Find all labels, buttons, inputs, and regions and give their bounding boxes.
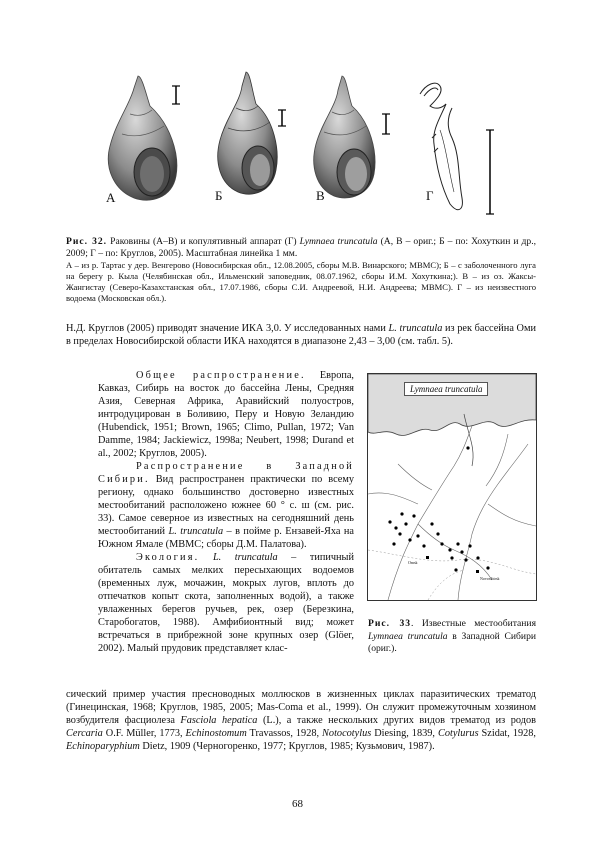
figure-33-label: Рис. 33 (368, 618, 412, 629)
text: – в пойме р. Ензавей-Яха на Южном Ямале (МВМС; сборы Д.М. Палатова). (98, 526, 354, 550)
bottom-paragraph (66, 688, 536, 753)
section-heading: Распространение в Западной Сибири. (98, 461, 354, 485)
map-city-omsk: Omsk (408, 560, 418, 565)
caption-text: . Известные местообитания (411, 618, 536, 629)
label-d: Г (426, 188, 434, 203)
map-drawing (368, 374, 536, 600)
section-heading: Экология. (136, 552, 200, 563)
figure-32-label: Рис. 32. (66, 236, 108, 247)
ecology-paragraph (98, 551, 354, 655)
distribution-map (367, 373, 537, 601)
genus-name: Notocotylus (322, 728, 372, 739)
caption-text: Раковины (А–В) и копулятивный аппарат (Г) (107, 236, 300, 247)
genus-name: Echinostomum (185, 728, 247, 739)
text: Travassos, 1928, (246, 728, 323, 739)
label-c: В (316, 188, 325, 203)
section-heading: Общее распространение. (136, 370, 306, 381)
species-name: Fasciola hepatica (180, 715, 258, 726)
caption-species: Lymnaea truncatula (368, 630, 448, 642)
map-city-novosibirsk: Novosibirsk (480, 576, 500, 581)
general-distribution-paragraph (98, 369, 354, 460)
label-b: Б (215, 188, 223, 203)
caption-text: в Западной Сибири (ориг.). (368, 630, 536, 654)
text: Европа, Кавказ, Сибирь на восток до бассейна Лены, Средняя Азия, Северная Африка, Аравийский полуостров, интродуцирован в Боливию, Перу и Новую Зеландию (Hubendick, 1951; Brown, 1965; Climo, Pullan, 1972; Van Damme, 1984; Jackiewicz, 1998a; Neubert, 1998; Durand et al., 2002; Круглов, 2005). (98, 370, 354, 459)
label-a: А (106, 190, 116, 205)
figure-32-caption-detail: А – из р. Тартас у дер. Венгерово (Новосибирская обл., 12.08.2005, сборы М.В. Винарского; МВМС); Б – с заболоченного луга на берегу р. Кыла (Челябинская обл., Ильменский заповедник, 08.07.1962, сборы И.М. Хохуткина;). В – из оз. Жаксы-Жангистау (Северо-Казахстанская обл., 17.07.1986, сборы С.И. Андреевой, Н.И. Андреева; МВМС). Г – из неизвестного водоема (Московская обл.). (66, 260, 536, 303)
shell-a (108, 76, 177, 200)
western-siberia-paragraph (98, 460, 354, 551)
figure-32 (80, 64, 520, 224)
text: сический пример участия пресноводных моллюсков в жизненных циклах паразитических трематод (Гинецинская, 1968; Круглов, 1985, 2005; Mas-Coma et al., 1999). Он служит промежуточным хозяином возбудителя фасциолеза (66, 689, 536, 726)
figure-32-caption (66, 236, 536, 304)
species-name: L. truncatula (388, 323, 443, 334)
genus-name: Cercaria (66, 728, 103, 739)
text: (L.), а также нескольких других видов трематод из родов (257, 715, 536, 726)
species-name: L. truncatula (199, 552, 278, 563)
text: Diesing, 1839, (371, 728, 438, 739)
shell-c (314, 76, 375, 198)
text: Н.Д. Круглов (2005) приводят значение ИКА 3,0. У исследованных нами (66, 323, 389, 334)
text: – типичный обитатель самых мелких пересыхающих водоемов (временных луж, мочажин, мокрых лугов, вплоть до отпечатков копыт скота, заполненных водой), а также увлаженных берегов ручьев, рек, озер (Березкина, Старобогатов, 1988). Амфибионтный вид; может встречаться в прибрежной зоне крупных озер (Glöer, 2002). Малый прудовик представляет клас- (98, 552, 354, 654)
map-title: Lymnaea truncatula (404, 382, 488, 396)
caption-text: (А, В – ориг.; Б – по: Хохуткин и др., 2009; Г – по: Круглов, 2005). Масштабная линейка 1 мм. (66, 236, 537, 259)
text: из рек бассейна Оми в пределах Новосибирской области ИКА находятся в диапазоне 2,43 – 3,00 (см. табл. 5). (66, 323, 537, 347)
figure-32-drawings (80, 64, 520, 224)
figure-33-caption (368, 618, 536, 656)
shell-b (218, 72, 277, 194)
text-block (66, 688, 536, 753)
page-number: 68 (292, 798, 303, 810)
text: Вид распространен практически по всему региону, однако большинство достоверно известных местообитаний расположено южнее 60 ° с. ш (см. рис. 33). Самое северное из известных на сегодняшний день местообитаний (98, 474, 354, 537)
text: O.F. Müller, 1773, (102, 728, 186, 739)
genus-name: Echinoparyphium (66, 741, 140, 752)
genus-name: Cotylurus (437, 728, 479, 739)
left-column (98, 369, 354, 655)
text: Dietz, 1909 (Черногоренко, 1977; Круглов, 1985; Кузьмович, 1987). (139, 741, 435, 752)
intro-paragraph (66, 322, 536, 348)
species-name: L. truncatula (168, 526, 224, 537)
caption-species: Lymnaea truncatula (299, 236, 378, 247)
text: Szidat, 1928, (478, 728, 537, 739)
